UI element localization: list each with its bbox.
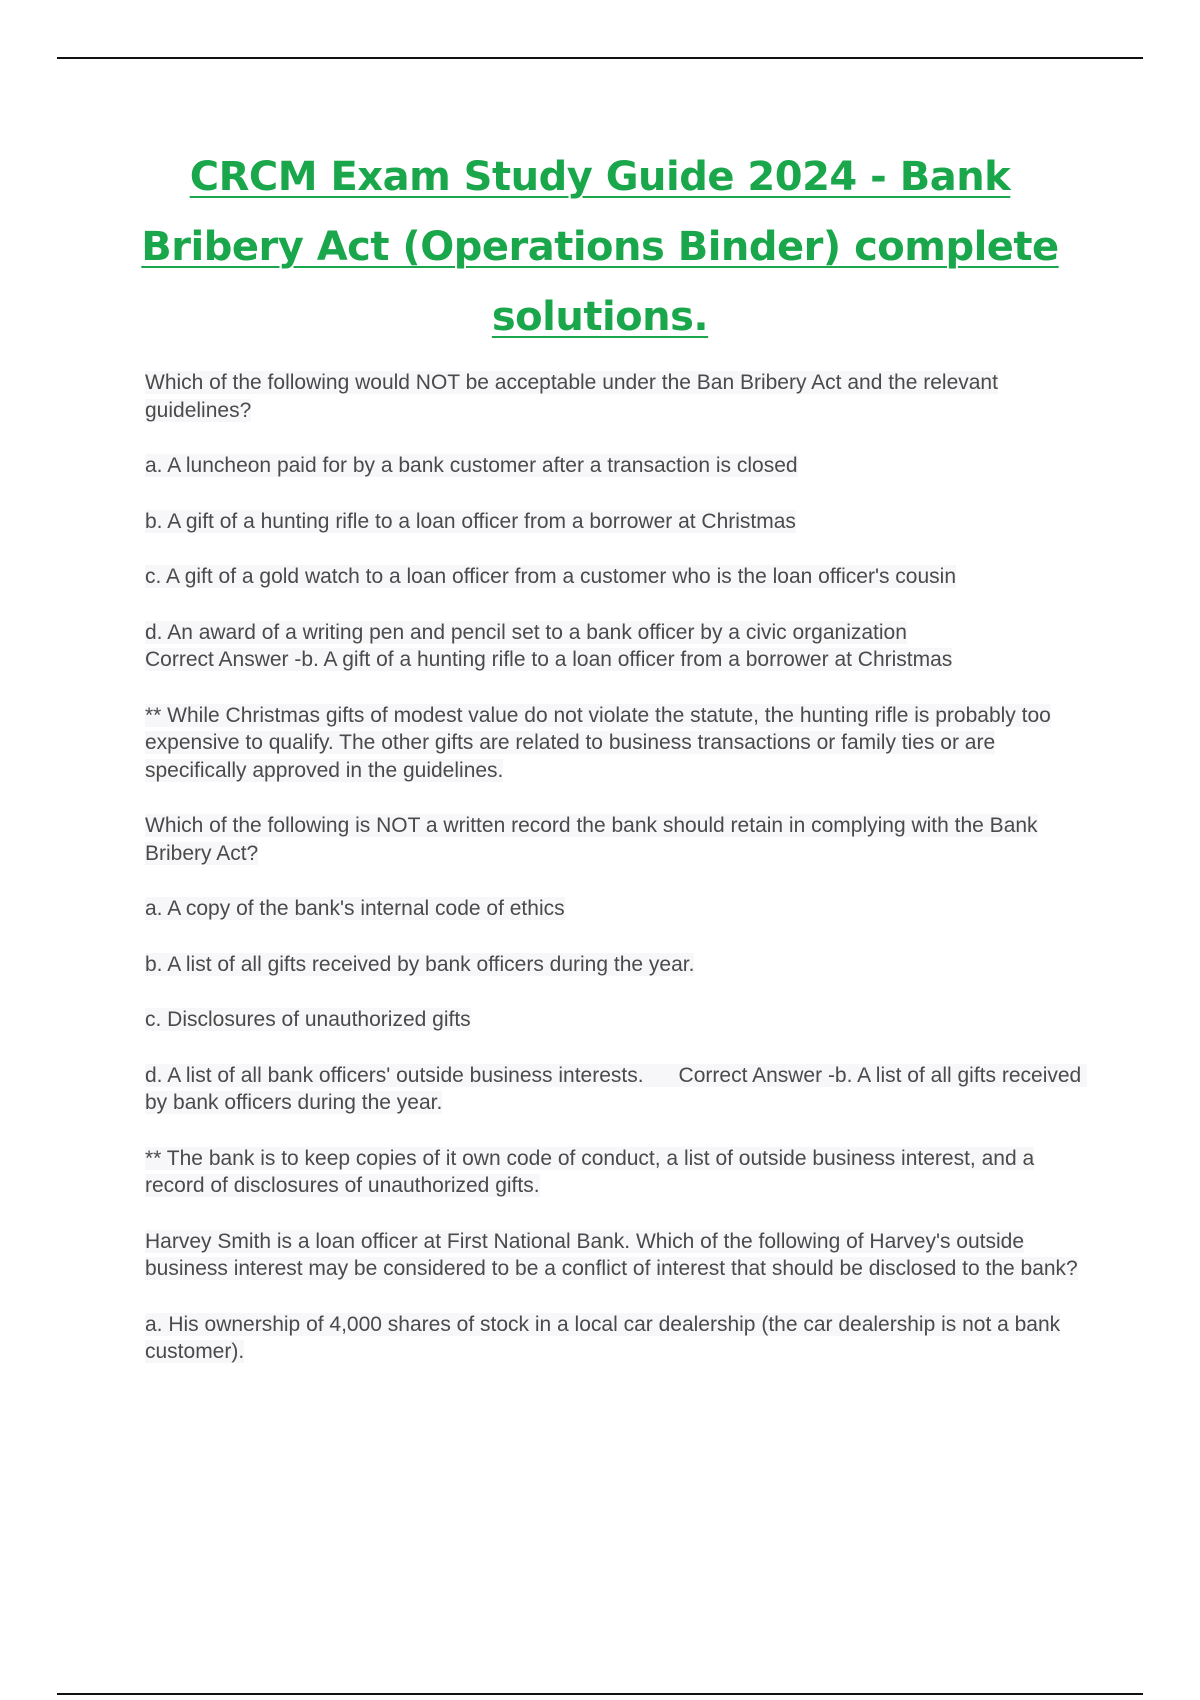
question-2-option-d-and-answer: d. A list of all bank officers' outside business interests. Correct Answer -b. A list of all gifts received by bank officers during the year. (145, 1063, 1088, 1114)
question-3-option-a: a. His ownership of 4,000 shares of stock in a local car dealership (the car dealership is not a bank customer). (145, 1312, 1061, 1363)
question-1-option-d-and-answer (145, 619, 1085, 674)
question-1-text: Which of the following would NOT be acceptable under the Ban Bribery Act and the relevant guidelines? (145, 371, 998, 422)
top-rule (57, 57, 1143, 59)
question-1-option-c: c. A gift of a gold watch to a loan officer from a customer who is the loan officer's cousin (145, 565, 956, 588)
question-2-option-a: a. A copy of the bank's internal code of ethics (145, 897, 565, 920)
question-3-text: Harvey Smith is a loan officer at First National Bank. Which of the following of Harvey's outside business interest may be considered to be a conflict of interest that should be disclosed to the bank? (145, 1229, 1078, 1280)
question-2-explanation: ** The bank is to keep copies of it own code of conduct, a list of outside business interest, and a record of disclosures of unauthorized gifts. (145, 1146, 1035, 1197)
document-body (145, 369, 1088, 1394)
question-1-explanation: ** While Christmas gifts of modest value do not violate the statute, the hunting rifle is probably too expensive to qualify. The other gifts are related to business transactions or family ties or are specifically approved in the guidelines. (145, 703, 1051, 782)
bottom-rule (57, 1693, 1143, 1695)
question-1-option-b: b. A gift of a hunting rifle to a loan officer from a borrower at Christmas (145, 509, 796, 533)
document-title: CRCM Exam Study Guide 2024 - Bank Bribery Act (Operations Binder) complete solutions. (141, 154, 1059, 340)
question-2-option-c: c. Disclosures of unauthorized gifts (145, 1008, 471, 1031)
question-1-option-d: d. An award of a writing pen and pencil set to a bank officer by a civic organization (145, 620, 907, 644)
question-2-text: Which of the following is NOT a written record the bank should retain in complying with the Bank Bribery Act? (145, 814, 1038, 865)
question-1-option-a: a. A luncheon paid for by a bank customer after a transaction is closed (145, 454, 798, 477)
question-1-correct-answer: Correct Answer -b. A gift of a hunting rifle to a loan officer from a borrower at Christmas (145, 648, 953, 671)
question-2-option-b: b. A list of all gifts received by bank officers during the year. (145, 952, 695, 976)
